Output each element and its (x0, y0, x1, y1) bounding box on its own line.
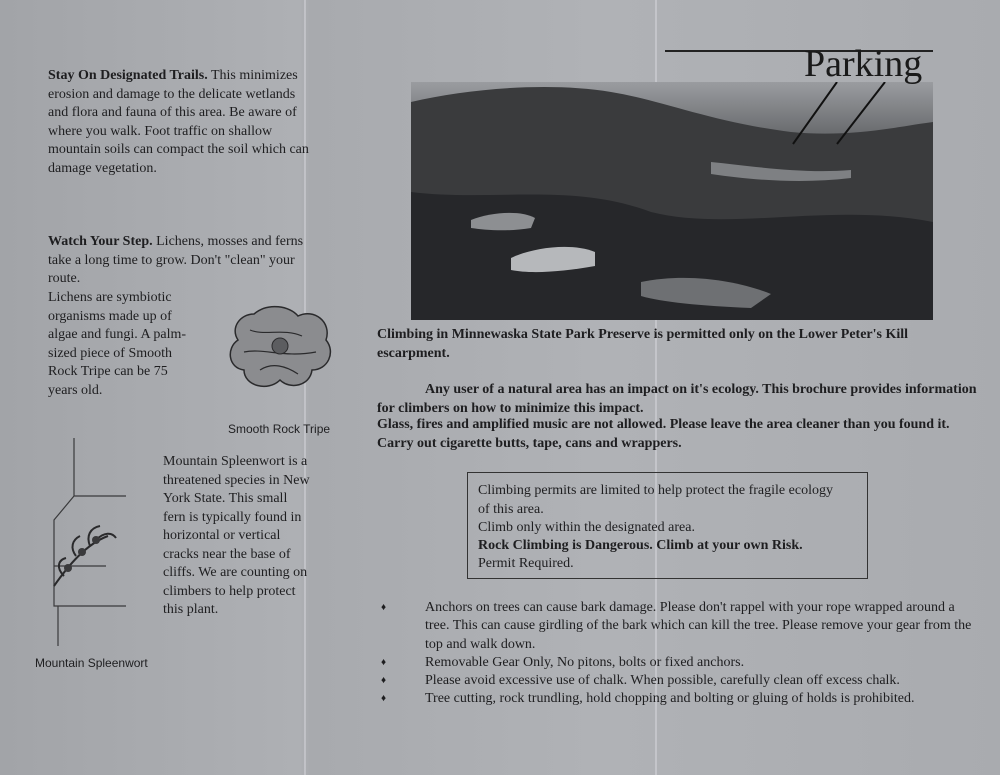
impact-paragraph: Any user of a natural area has an impact on it's ecology. This brochure provides information for climbers on how to minimize this impact. (377, 382, 977, 416)
step-body: Lichens, mosses and ferns take a long time to grow. Don't "clean" your route. (48, 234, 304, 286)
permit-line-1: Climbing permits are limited to help protect the fragile ecology of this area. (478, 483, 833, 517)
list-item-text: Anchors on trees can cause bark damage. Please don't rappel with your rope wrapped around a tree. This can cause girdling of the bark which can kill the tree. Please remove your gear from the top and walk down. (425, 600, 972, 652)
glass-paragraph: Glass, fires and amplified music are not allowed. Please leave the area cleaner than you found it. Carry out cigarette butts, tape, cans and wrappers. (377, 417, 950, 451)
spleenwort-illustration (46, 436, 138, 654)
list-item (377, 599, 977, 654)
list-item-text: Removable Gear Only, No pitons, bolts or fixed anchors. (425, 654, 745, 670)
rock-tripe-caption: Smooth Rock Tripe (228, 422, 331, 436)
step-paragraph (48, 233, 310, 289)
list-item (377, 690, 977, 708)
parking-pointer-arrows (785, 82, 895, 150)
permit-line-3: Rock Climbing is Dangerous. Climb at your own Risk. (478, 538, 803, 553)
trails-heading: Stay On Designated Trails. (48, 68, 208, 83)
trails-body: This minimizes erosion and damage to the delicate wetlands and flora and fauna of this area. Be aware of where you walk. Foot traffic on shallow mountain soils can compact the soil which can damage vegetation. (48, 68, 309, 176)
diamond-bullet-icon: ♦ (381, 675, 387, 687)
rules-list (377, 599, 977, 709)
step-heading: Watch Your Step. (48, 234, 153, 249)
diamond-bullet-icon: ♦ (381, 656, 387, 668)
list-item (377, 672, 977, 690)
permit-notice-box (467, 472, 868, 579)
list-item (377, 654, 977, 672)
diamond-bullet-icon: ♦ (381, 693, 387, 705)
list-item-text: Please avoid excessive use of chalk. When possible, carefully clean off excess chalk. (425, 673, 900, 689)
rock-tripe-illustration (224, 300, 336, 392)
permit-line-2: Climb only within the designated area. (478, 520, 695, 535)
spleenwort-caption: Mountain Spleenwort (35, 656, 148, 670)
intro-paragraph: Climbing in Minnewaska State Park Preserve is permitted only on the Lower Peter's Kill escarpment. (377, 327, 909, 361)
lichen-paragraph: Lichens are symbiotic organisms made up of algae and fungi. A palm-sized piece of Smooth Rock Tripe can be 75 years old. (48, 290, 187, 398)
permit-line-4: Permit Required. (478, 556, 574, 571)
diamond-bullet-icon: ♦ (381, 602, 387, 613)
parking-label: Parking (804, 43, 923, 85)
spleenwort-paragraph: Mountain Spleenwort is a threatened species in New York State. This small fern is typically found in horizontal or vertical cracks near the base of cliffs. We are counting on climbers to help protect this plant. (163, 454, 310, 617)
list-item-text: Tree cutting, rock trundling, hold chopping and bolting or gluing of holds is prohibited. (425, 691, 915, 707)
trails-paragraph (48, 67, 310, 178)
